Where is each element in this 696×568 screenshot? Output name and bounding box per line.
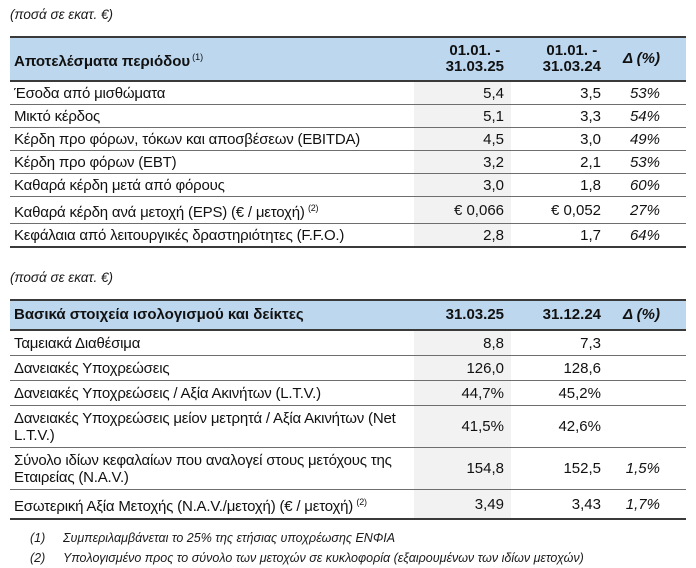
value-prior: 152,5 (511, 448, 608, 490)
table-row (10, 381, 686, 406)
row-label: Κεφάλαια από λειτουργικές δραστηριότητες (F.F.O.) (10, 224, 414, 248)
value-prior: 3,3 (511, 105, 608, 128)
value-delta: 1,5% (608, 448, 686, 490)
value-prior: € 0,052 (511, 197, 608, 224)
value-prior: 128,6 (511, 356, 608, 381)
row-label: Εσωτερική Αξία Μετοχής (N.A.V./μετοχή) (€ / μετοχή) $^{(2)}$ (10, 490, 414, 520)
row-label: Κέρδη προ φόρων, τόκων και αποσβέσεων (EBITDA) (10, 128, 414, 151)
footnote-1 (30, 528, 696, 548)
column-header-prior-period-text: 01.01. - 31.03.24 (542, 42, 601, 75)
value-delta: 27% (608, 197, 686, 224)
column-header-delta: Δ (%) (608, 300, 686, 330)
value-prior: 45,2% (511, 381, 608, 406)
balance-sheet-title: Βασικά στοιχεία ισολογισμού και δείκτες (10, 300, 414, 330)
value-current: 3,2 (414, 151, 511, 174)
amounts-caption-1: (ποσά σε εκατ. €) (10, 7, 114, 22)
value-prior: 3,43 (511, 490, 608, 520)
value-prior: 1,8 (511, 174, 608, 197)
table-row (10, 174, 686, 197)
value-prior: 42,6% (511, 406, 608, 448)
footnote-ref: (2) (354, 496, 367, 507)
value-current: 3,49 (414, 490, 511, 520)
amounts-caption-2: (ποσά σε εκατ. €) (10, 270, 114, 285)
value-current: € 0,066 (414, 197, 511, 224)
row-label: Καθαρά κέρδη ανά μετοχή (EPS) (€ / μετοχή) $^{(2)}$ (10, 197, 414, 224)
value-prior: 3,5 (511, 81, 608, 105)
value-delta: 64% (608, 224, 686, 248)
row-label: Καθαρά κέρδη μετά από φόρους (10, 174, 414, 197)
footnote-marker: (2) (30, 551, 46, 565)
row-label: Δανειακές Υποχρεώσεις / Αξία Ακινήτων (L.T.V.) (10, 381, 414, 406)
table-row (10, 490, 686, 520)
value-delta: 54% (608, 105, 686, 128)
value-prior: 3,0 (511, 128, 608, 151)
table-row (10, 197, 686, 224)
row-label: Ταμειακά Διαθέσιμα (10, 330, 414, 356)
footnote-marker: (1) (30, 531, 46, 545)
row-label: Δανειακές Υποχρεώσεις (10, 356, 414, 381)
value-delta (608, 356, 686, 381)
period-results-header-row (10, 37, 686, 81)
value-delta: 49% (608, 128, 686, 151)
title-footnote-ref: (1) (192, 51, 204, 62)
value-current: 126,0 (414, 356, 511, 381)
table-row (10, 406, 686, 448)
column-header-current-period (414, 37, 511, 81)
row-label: Έσοδα από μισθώματα (10, 81, 414, 105)
footnotes (30, 528, 696, 568)
column-header-date-current: 31.03.25 (414, 300, 511, 330)
value-delta: 60% (608, 174, 686, 197)
value-current: 41,5% (414, 406, 511, 448)
table-row (10, 128, 686, 151)
table-row (10, 105, 686, 128)
value-prior: 1,7 (511, 224, 608, 248)
column-header-date-prior: 31.12.24 (511, 300, 608, 330)
row-label: Κέρδη προ φόρων (EBT) (10, 151, 414, 174)
value-current: 4,5 (414, 128, 511, 151)
value-current: 8,8 (414, 330, 511, 356)
column-header-prior-period (511, 37, 608, 81)
table-row (10, 448, 686, 490)
row-label: Μικτό κέρδος (10, 105, 414, 128)
value-delta (608, 406, 686, 448)
value-delta (608, 381, 686, 406)
value-current: 154,8 (414, 448, 511, 490)
value-current: 5,4 (414, 81, 511, 105)
value-delta: 53% (608, 81, 686, 105)
value-delta: 53% (608, 151, 686, 174)
value-current: 3,0 (414, 174, 511, 197)
value-delta: 1,7% (608, 490, 686, 520)
column-header-current-period-text: 01.01. - 31.03.25 (445, 42, 504, 75)
footnote-ref: (2) (305, 202, 319, 213)
value-current: 2,8 (414, 224, 511, 248)
footnote-2 (30, 548, 696, 568)
table-row (10, 151, 686, 174)
value-prior: 2,1 (511, 151, 608, 174)
value-current: 5,1 (414, 105, 511, 128)
footnote-text: Συμπεριλαμβάνεται το 25% της ετήσιας υποχρέωσης ΕΝΦΙΑ (63, 531, 396, 545)
balance-sheet-header-row (10, 300, 686, 330)
row-label: Σύνολο ιδίων κεφαλαίων που αναλογεί στους μετόχους της Εταιρείας (N.A.V.) (10, 448, 414, 490)
row-label: Δανειακές Υποχρεώσεις μείον μετρητά / Αξία Ακινήτων (Net L.T.V.) (10, 406, 414, 448)
column-header-delta: Δ (%) (608, 37, 686, 81)
period-results-title-text: Αποτελέσματα περιόδου (14, 52, 191, 70)
value-prior: 7,3 (511, 330, 608, 356)
table-row (10, 224, 686, 248)
value-current: 44,7% (414, 381, 511, 406)
table-row (10, 81, 686, 105)
table-row (10, 330, 686, 356)
period-results-table (10, 36, 686, 248)
period-results-title (10, 37, 414, 81)
balance-sheet-table (10, 299, 686, 520)
footnote-text: Υπολογισμένο προς το σύνολο των μετοχών σε κυκλοφορία (εξαιρουμένων των ιδίων μετοχών) (63, 551, 584, 565)
table-row (10, 356, 686, 381)
value-delta (608, 330, 686, 356)
